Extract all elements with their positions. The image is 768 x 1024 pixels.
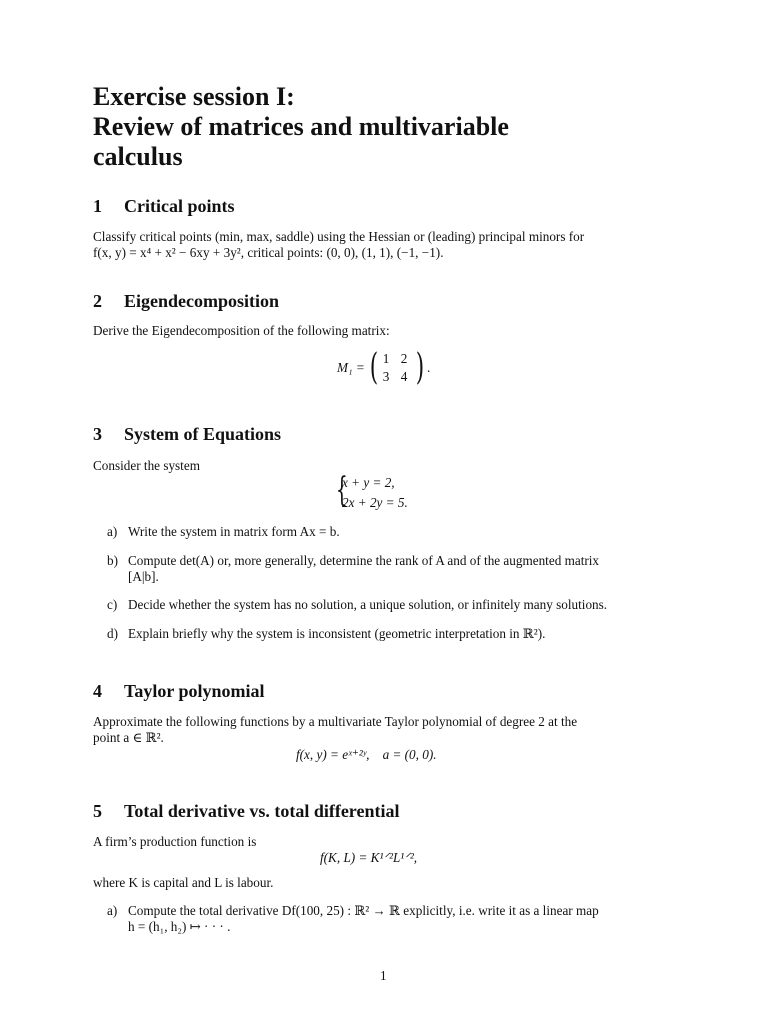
matrix-end: . xyxy=(427,360,431,375)
section-4-text xyxy=(93,714,683,746)
page-number: 1 xyxy=(380,968,387,983)
left-paren: ( xyxy=(369,347,379,388)
title-line-2: Review of matrices and multivariable xyxy=(93,112,509,141)
section-5-intro: A firm’s production function is xyxy=(93,834,257,849)
section-2-text: Derive the Eigendecomposition of the following matrix: xyxy=(93,323,390,338)
item-label: c) xyxy=(107,597,118,612)
section-title: Critical points xyxy=(124,196,235,216)
section-number: 5 xyxy=(93,801,102,821)
section-1-text-line-2: f(x, y) = x⁴ + x² − 6xy + 3y², critical points: (0, 0), (1, 1), (−1, −1). xyxy=(93,245,444,260)
section-1-heading xyxy=(93,195,235,217)
item-text-line-2: [A|b]. xyxy=(128,569,159,584)
section-1-text xyxy=(93,229,683,261)
taylor-formula: f(x, y) = eˣ⁺²ʸ, a = (0, 0). xyxy=(296,747,437,762)
section-2-heading xyxy=(93,290,279,312)
equation-1: x + y = 2, xyxy=(342,475,395,490)
section-title: System of Equations xyxy=(124,424,282,444)
production-function: f(K, L) = K¹ᐟ²L¹ᐟ², xyxy=(320,850,418,865)
section-3-intro: Consider the system xyxy=(93,458,200,473)
left-brace: { xyxy=(335,470,348,510)
title-line-3: calculus xyxy=(93,142,183,171)
section-3-heading xyxy=(93,423,281,445)
item-label: a) xyxy=(107,903,118,918)
section-number: 1 xyxy=(93,196,102,216)
section-4-heading xyxy=(93,680,265,702)
section-5-heading xyxy=(93,800,399,822)
list-item xyxy=(93,903,683,935)
matrix-equation xyxy=(337,349,457,389)
matrix-cell: 4 xyxy=(400,369,408,384)
section-number: 4 xyxy=(93,681,102,701)
item-text xyxy=(128,903,678,935)
title-line-1: Exercise session I: xyxy=(93,82,295,111)
item-text xyxy=(128,553,678,585)
right-paren: ) xyxy=(415,347,425,388)
item-label: d) xyxy=(107,626,118,641)
equation-system xyxy=(331,470,451,513)
section-1-text-line-1: Classify critical points (min, max, saddle) using the Hessian or (leading) principal minors for xyxy=(93,229,585,244)
item-label: b) xyxy=(107,553,118,568)
matrix-grid xyxy=(377,350,413,386)
matrix-cell: 3 xyxy=(382,369,390,384)
section-4-text-line-1: Approximate the following functions by a multivariate Taylor polynomial of degree 2 at the xyxy=(93,714,578,729)
list-item xyxy=(93,553,683,585)
document-title xyxy=(93,82,653,172)
matrix-name: M₁ = xyxy=(337,360,365,375)
section-number: 2 xyxy=(93,291,102,311)
item-text: Decide whether the system has no solution, a unique solution, or infinitely many solutions. xyxy=(128,597,608,612)
item-text-line-2: h = (h₁, h₂) ↦ · · · . xyxy=(128,919,231,934)
matrix-cell: 1 xyxy=(382,351,390,366)
section-4-text-line-2: point a ∈ ℝ². xyxy=(93,730,164,745)
section-5-after: where K is capital and L is labour. xyxy=(93,875,274,890)
equation-2: 2x + 2y = 5. xyxy=(342,495,408,510)
item-text-line-1: Compute the total derivative Df(100, 25) : ℝ² → ℝ explicitly, i.e. write it as a linear map xyxy=(128,903,599,918)
list-item xyxy=(93,597,683,613)
list-item xyxy=(93,524,683,540)
item-label: a) xyxy=(107,524,118,539)
section-title: Eigendecomposition xyxy=(124,291,280,311)
section-number: 3 xyxy=(93,424,102,444)
matrix-cell: 2 xyxy=(400,351,408,366)
item-text: Write the system in matrix form Ax = b. xyxy=(128,524,340,539)
section-title: Total derivative vs. total differential xyxy=(124,801,400,821)
item-text: Explain briefly why the system is inconsistent (geometric interpretation in ℝ²). xyxy=(128,626,546,641)
list-item xyxy=(93,626,683,642)
section-title: Taylor polynomial xyxy=(124,681,265,701)
item-text-line-1: Compute det(A) or, more generally, determine the rank of A and of the augmented matrix xyxy=(128,553,600,568)
